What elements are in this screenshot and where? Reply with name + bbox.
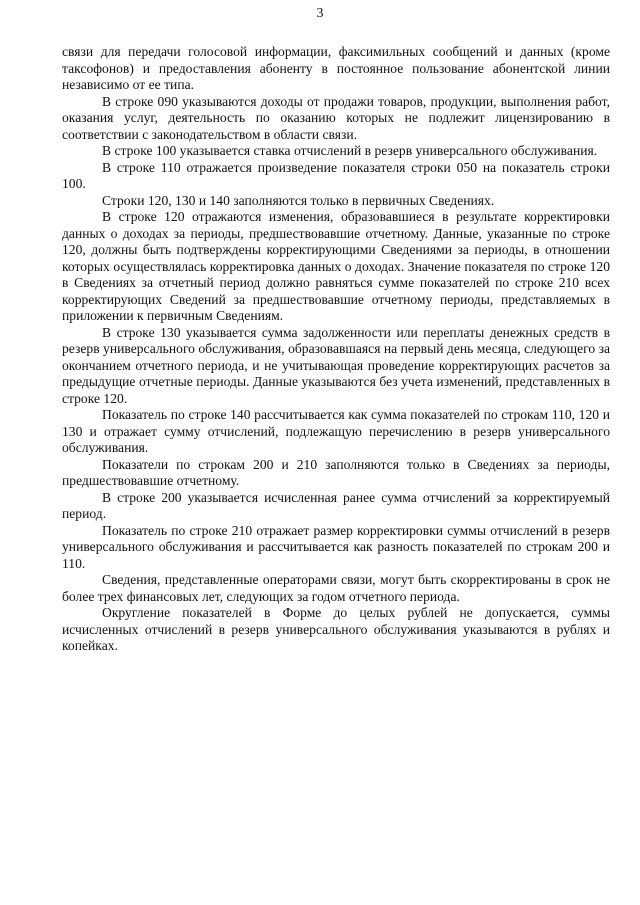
- paragraph: Строки 120, 130 и 140 заполняются только в первичных Сведениях.: [102, 192, 495, 208]
- paragraph: В строке 100 указывается ставка отчислений в резерв универсального обслуживания.: [102, 143, 598, 158]
- paragraph: Показатель по строке 140 рассчитывается как сумма показателей по строкам 110, 120 и 130 и отражает сумму отчислений, подлежащую перечислению в резерв универсального обслуживания.: [62, 407, 610, 455]
- paragraph: В строке 120 отражаются изменения, образовавшиеся в результате корректировки данных о доходах за периоды, предшествовавшие отчетному. Данные, указанные по строке 120, должны быть подтверждены корректирующими Сведениями за периоды, в отношении которых осуществлялась корректировка данных о доходах. Значение показателя по строке 120 в Сведениях за отчетный период должно равняться сумме показателей по строке 210 всех корректирующих Сведений за предшествовавшие отчетному периоды, представляемых в приложении к первичным Сведениям.: [62, 209, 610, 323]
- document-body: [62, 44, 610, 655]
- paragraph: В строке 090 указываются доходы от продажи товаров, продукции, выполнения работ, оказания услуг, деятельность по оказанию которых не подлежит лицензированию в соответствии с законодательством в области связи.: [62, 93, 610, 142]
- paragraph: В строке 200 указывается исчисленная ранее сумма отчислений за корректируемый период.: [62, 489, 610, 521]
- page-number: 3: [316, 6, 324, 21]
- paragraph: Показатель по строке 210 отражает размер корректировки суммы отчислений в резерв универсального обслуживания и рассчитывается как разность показателей по строкам 200 и 110.: [62, 522, 610, 571]
- paragraph: В строке 130 указывается сумма задолженности или переплаты денежных средств в резерв универсального обслуживания, образовавшаяся на первый день месяца, следующего за окончанием отчетного периода, и не учитывающая проведение корректирующих расчетов за предыдущие отчетные периоды. Данные указываются без учета изменений, представленных в строке 120.: [62, 324, 610, 406]
- paragraph: связи для передачи голосовой информации, факсимильных сообщений и данных (кроме таксофонов) и предоставления абоненту в постоянное пользование абонентской линии независимо от ее типа.: [62, 44, 610, 92]
- paragraph: Сведения, представленные операторами связи, могут быть скорректированы в срок не более трех финансовых лет, следующих за годом отчетного периода.: [62, 572, 610, 604]
- paragraph: В строке 110 отражается произведение показателя строки 050 на показатель строки 100.: [62, 159, 610, 191]
- paragraph: Показатели по строкам 200 и 210 заполняются только в Сведениях за периоды, предшествовавшие отчетному.: [62, 456, 610, 488]
- paragraph: Округление показателей в Форме до целых рублей не допускается, суммы исчисленных отчислений в резерв универсального обслуживания указываются в рублях и копейках.: [62, 605, 610, 653]
